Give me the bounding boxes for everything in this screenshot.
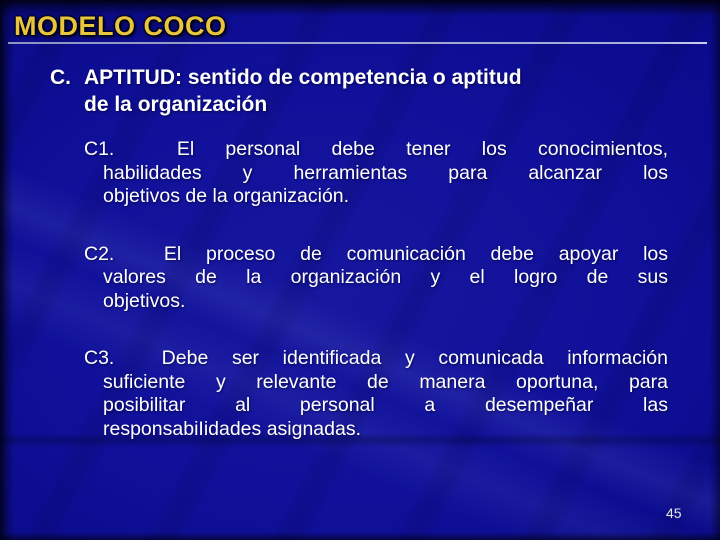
list-item: [84, 347, 668, 441]
item-line-text: El personal debe tener los conocimientos,: [176, 138, 669, 160]
section-heading: [50, 64, 630, 118]
section-heading-line: [50, 64, 630, 91]
item-line: [84, 347, 668, 371]
item-line: objetivos de la organización.: [103, 185, 350, 207]
list-item: [84, 243, 668, 314]
item-label: C3.: [84, 347, 115, 369]
item-line: [84, 243, 668, 267]
list-item: [84, 138, 668, 209]
item-line-text: Debe ser identificada y comunicada información: [161, 347, 668, 369]
item-line: responsabiIidades asignadas.: [103, 417, 362, 440]
section-heading-line: de la organización: [84, 93, 268, 116]
title-underline: [8, 42, 707, 44]
item-list: [84, 138, 668, 475]
section-heading-text: APTITUD: sentido de competencia o aptitud: [84, 66, 522, 89]
item-line: valores de la organización y el logro de sus: [103, 266, 668, 288]
item-label: C1.: [84, 138, 115, 160]
slide-title: MODELO COCO: [14, 11, 227, 41]
item-line: [84, 138, 668, 162]
page-number: 45: [666, 505, 682, 521]
item-label: C2.: [84, 242, 115, 265]
section-heading-label: C.: [50, 66, 71, 89]
item-line: habilidades y herramientas para alcanzar los: [103, 161, 668, 184]
item-line-text: El proceso de comunicación debe apoyar los: [163, 242, 668, 265]
item-line: posibilitar al personal a desempeñar las: [103, 394, 668, 416]
item-line: objetivos.: [103, 289, 186, 312]
item-line: suficiente y relevante de manera oportuna, para: [103, 370, 668, 393]
